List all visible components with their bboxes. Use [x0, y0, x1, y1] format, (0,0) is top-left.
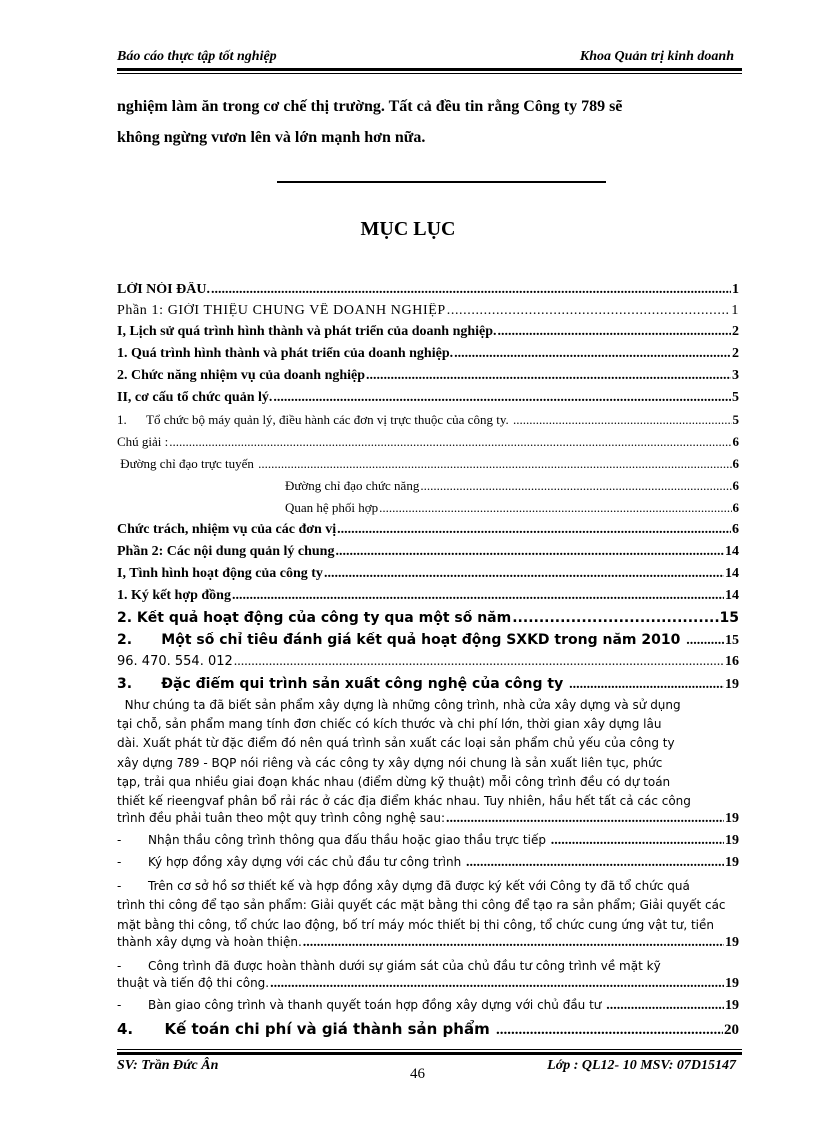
toc-entry[interactable]: - Bàn giao công trình và thanh quyết toán hợp đồng xây dựng với chủ đầu tư ..... 19: [117, 998, 739, 1020]
paragraph-line: trình thi công để tạo sản phẩm: Giải quyết các mặt bằng thi công để tạo ra sản phẩm; Giải quyết các: [117, 898, 726, 913]
toc-entry[interactable]: LỜI NÓI ĐẦU. ..... 1: [117, 282, 739, 303]
toc-entry[interactable]: Phần 2: Các nội dung quản lý chung ..... 14: [117, 544, 739, 566]
toc-entry[interactable]: 2. Kết quả hoạt động của công ty qua một số năm ..... 15: [117, 610, 739, 632]
intro-paragraph: [117, 91, 742, 153]
toc-entry[interactable]: Chú giải : ..... 6: [117, 434, 739, 456]
intro-line-2: không ngừng vươn lên và lớn mạnh hơn nữa.: [117, 129, 426, 146]
toc-entry[interactable]: Chức trách, nhiệm vụ của các đơn vị ..... 6: [117, 522, 739, 544]
footer-rule-thick: [117, 1052, 742, 1055]
paragraph-line: - Công trình đã được hoàn thành dưới sự giám sát của chủ đầu tư công trình về mặt kỹ: [117, 958, 661, 973]
toc-entry[interactable]: II, cơ cấu tổ chức quản lý. ..... 5: [117, 390, 739, 412]
header-rule-thick: [117, 68, 742, 71]
process-paragraph-2: [117, 877, 739, 935]
toc-entry[interactable]: 1. Tổ chức bộ máy quản lý, điều hành các đơn vị trực thuộc của công ty. ..... 5: [117, 412, 739, 434]
toc-entry[interactable]: 3. Đặc điểm qui trình sản xuất công nghệ của công ty ..... 19: [117, 676, 739, 696]
header-title-right: Khoa Quản trị kinh doanh: [579, 49, 734, 64]
process-paragraph: [117, 696, 739, 811]
section-divider: [277, 181, 606, 183]
toc-entry[interactable]: thành xây dựng và hoàn thiện. ..... 19: [117, 935, 739, 957]
paragraph-line: thiết kế rieengvaf phân bổ rải rác ở các địa điểm khác nhau. Tuy nhiên, hầu hết tất cả các công: [117, 794, 691, 809]
toc-entry[interactable]: 4. Kế toán chi phí và giá thành sản phẩm ..... 20: [117, 1020, 739, 1042]
paragraph-line: dài. Xuất phát từ đặc điểm đó nên quá trình sản xuất các loại sản phẩm chủ yếu của công ty: [117, 736, 675, 751]
paragraph-line: xây dựng 789 - BQP nói riêng và các công ty xây dựng nói chung là sản xuất liên tục, phức: [117, 755, 663, 770]
toc-entry[interactable]: thuật và tiến độ thi công. ..... 19: [117, 976, 739, 998]
toc-entry[interactable]: Phần 1: GIỚI THIỆU CHUNG VỀ DOANH NGHIỆP ..... 1: [117, 303, 739, 324]
paragraph-line: mặt bằng thi công, tổ chức lao động, bố trí máy móc thiết bị thi công, tổ chức cung ứng vật tư, tiền: [117, 917, 714, 932]
intro-line-1: nghiệm làm ăn trong cơ chế thị trường. Tất cả đều tin rằng Công ty 789 sẽ: [117, 98, 623, 115]
footer-class-info: Lớp : QL12- 10 MSV: 07D15147: [547, 1058, 736, 1073]
toc-entry[interactable]: 2. Một số chỉ tiêu đánh giá kết quả hoạt động SXKD trong năm 2010 ..... 15: [117, 632, 739, 654]
toc-entry[interactable]: 1. Ký kết hợp đồng ..... 14: [117, 588, 739, 610]
process-paragraph-3: [117, 957, 739, 976]
paragraph-line: Như chúng ta đã biết sản phẩm xây dựng là những công trình, nhà cửa xây dựng và sử dụng: [117, 698, 681, 712]
table-of-contents: [117, 282, 739, 1042]
toc-entry[interactable]: Đường chỉ đạo chức năng ..... 6: [117, 478, 739, 500]
toc-entry[interactable]: Đường chỉ đạo trực tuyến ..... 6: [117, 456, 739, 478]
paragraph-line: tại chỗ, sản phẩm mang tính đơn chiếc có kích thước và chi phí lớn, thời gian xây dựng lâu: [117, 717, 662, 732]
toc-entry[interactable]: I, Tình hình hoạt động của công ty ..... 14: [117, 566, 739, 588]
toc-entry[interactable]: - Nhận thầu công trình thông qua đấu thầu hoặc giao thầu trực tiếp ..... 19: [117, 833, 739, 855]
paragraph-line: tạp, trải qua nhiều giai đoạn khác nhau (điểm dừng kỹ thuật) mỗi công trình đều có dự toán: [117, 774, 671, 789]
header-title-left: Báo cáo thực tập tốt nghiệp: [117, 49, 277, 64]
toc-entry[interactable]: I, Lịch sử quá trình hình thành và phát triển của doanh nghiệp. ..... 2: [117, 324, 739, 346]
page-number: 46: [410, 1066, 425, 1082]
header-rule-thin: [117, 73, 742, 74]
paragraph-line: - Trên cơ sở hồ sơ thiết kế và hợp đồng xây dựng đã được ký kết với Công ty đã tổ chức quá: [117, 879, 690, 894]
toc-entry[interactable]: 2. Chức năng nhiệm vụ của doanh nghiệp ..... 3: [117, 368, 739, 390]
toc-entry[interactable]: 1. Quá trình hình thành và phát triển của doanh nghiệp. ..... 2: [117, 346, 739, 368]
toc-entry[interactable]: trình đều phải tuân theo một quy trình công nghệ sau: ..... 19: [117, 811, 739, 833]
toc-title: MỤC LỤC: [360, 218, 456, 240]
toc-entry[interactable]: 96. 470. 554. 012 ..... 16: [117, 654, 739, 676]
footer-rule-thin: [117, 1049, 742, 1050]
toc-entry[interactable]: - Ký hợp đồng xây dựng với các chủ đầu tư công trình ..... 19: [117, 855, 739, 877]
footer-student: SV: Trần Đức Ân: [117, 1058, 219, 1073]
toc-entry[interactable]: Quan hệ phối hợp ..... 6: [117, 500, 739, 522]
